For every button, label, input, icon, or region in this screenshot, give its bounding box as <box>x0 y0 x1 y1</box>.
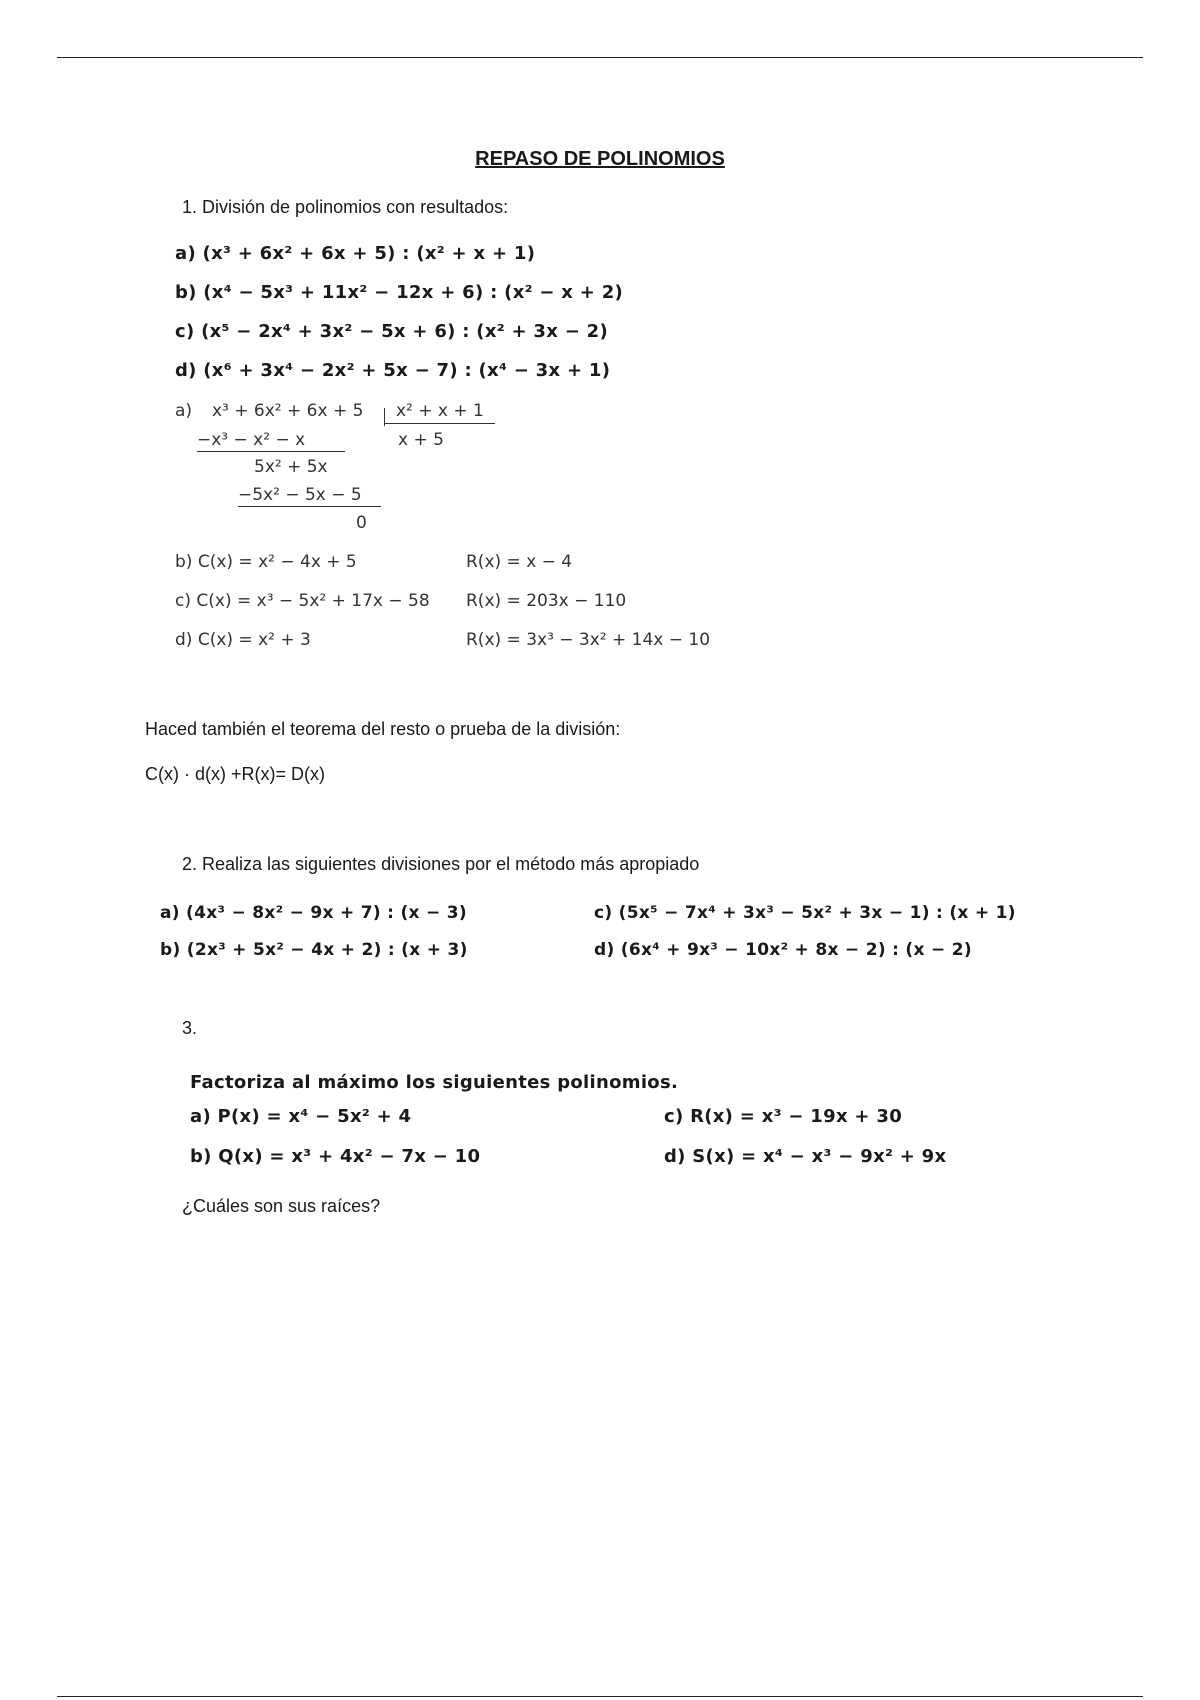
result-b-remainder: R(x) = x − 4 <box>466 552 573 572</box>
ld-quotient: x + 5 <box>398 430 444 450</box>
ld-remainder: 0 <box>356 513 367 533</box>
section3-heading: Factoriza al máximo los siguientes polinomios. <box>190 1072 679 1093</box>
ld-step2: 5x² + 5x <box>254 457 328 477</box>
problem-1b: b) (x⁴ − 5x³ + 11x² − 12x + 6) : (x² − x + 2) <box>175 282 624 303</box>
ld-line1 <box>197 451 345 452</box>
problem-2c: c) (5x⁵ − 7x⁴ + 3x³ − 5x² + 3x − 1) : (x + 1) <box>594 903 1016 923</box>
result-d-quotient: d) C(x) = x² + 3 <box>175 630 311 650</box>
section1-heading: 1. División de polinomios con resultados: <box>182 197 509 217</box>
problem-1d: d) (x⁶ + 3x⁴ − 2x² + 5x − 7) : (x⁴ − 3x + 1) <box>175 360 611 381</box>
ld-dividend: x³ + 6x² + 6x + 5 <box>212 401 364 421</box>
roots-question: ¿Cuáles son sus raíces? <box>182 1196 381 1216</box>
ld-step1: −x³ − x² − x <box>197 430 306 450</box>
problem-2d: d) (6x⁴ + 9x³ − 10x² + 8x − 2) : (x − 2) <box>594 940 972 960</box>
result-d-remainder: R(x) = 3x³ − 3x² + 14x − 10 <box>466 630 711 650</box>
ld-divisor: x² + x + 1 <box>396 401 484 421</box>
problem-2b: b) (2x³ + 5x² − 4x + 2) : (x + 3) <box>160 940 468 960</box>
ld-line2 <box>238 506 381 507</box>
remainder-theorem-note: Haced también el teorema del resto o prueba de la división: <box>145 719 621 739</box>
problem-3b: b) Q(x) = x³ + 4x² − 7x − 10 <box>190 1146 481 1167</box>
ld-label: a) <box>175 401 193 421</box>
footer-rule <box>57 1696 1143 1697</box>
problem-3a: a) P(x) = x⁴ − 5x² + 4 <box>190 1106 412 1127</box>
problem-2a: a) (4x³ − 8x² − 9x + 7) : (x − 3) <box>160 903 467 923</box>
problem-3d: d) S(x) = x⁴ − x³ − 9x² + 9x <box>664 1146 947 1167</box>
problem-1c: c) (x⁵ − 2x⁴ + 3x² − 5x + 6) : (x² + 3x − 2) <box>175 321 609 342</box>
division-proof-formula: C(x) · d(x) +R(x)= D(x) <box>145 764 325 784</box>
section3-number: 3. <box>182 1018 198 1038</box>
problem-3c: c) R(x) = x³ − 19x + 30 <box>664 1106 903 1127</box>
header-rule <box>57 57 1143 58</box>
result-c-remainder: R(x) = 203x − 110 <box>466 591 627 611</box>
page-title: REPASO DE POLINOMIOS <box>475 148 725 170</box>
section2-heading: 2. Realiza las siguientes divisiones por el método más apropiado <box>182 854 700 874</box>
ld-divisor-line <box>384 423 495 424</box>
result-b-quotient: b) C(x) = x² − 4x + 5 <box>175 552 357 572</box>
problem-1a: a) (x³ + 6x² + 6x + 5) : (x² + x + 1) <box>175 243 536 264</box>
result-c-quotient: c) C(x) = x³ − 5x² + 17x − 58 <box>175 591 430 611</box>
ld-step3: −5x² − 5x − 5 <box>238 485 362 505</box>
